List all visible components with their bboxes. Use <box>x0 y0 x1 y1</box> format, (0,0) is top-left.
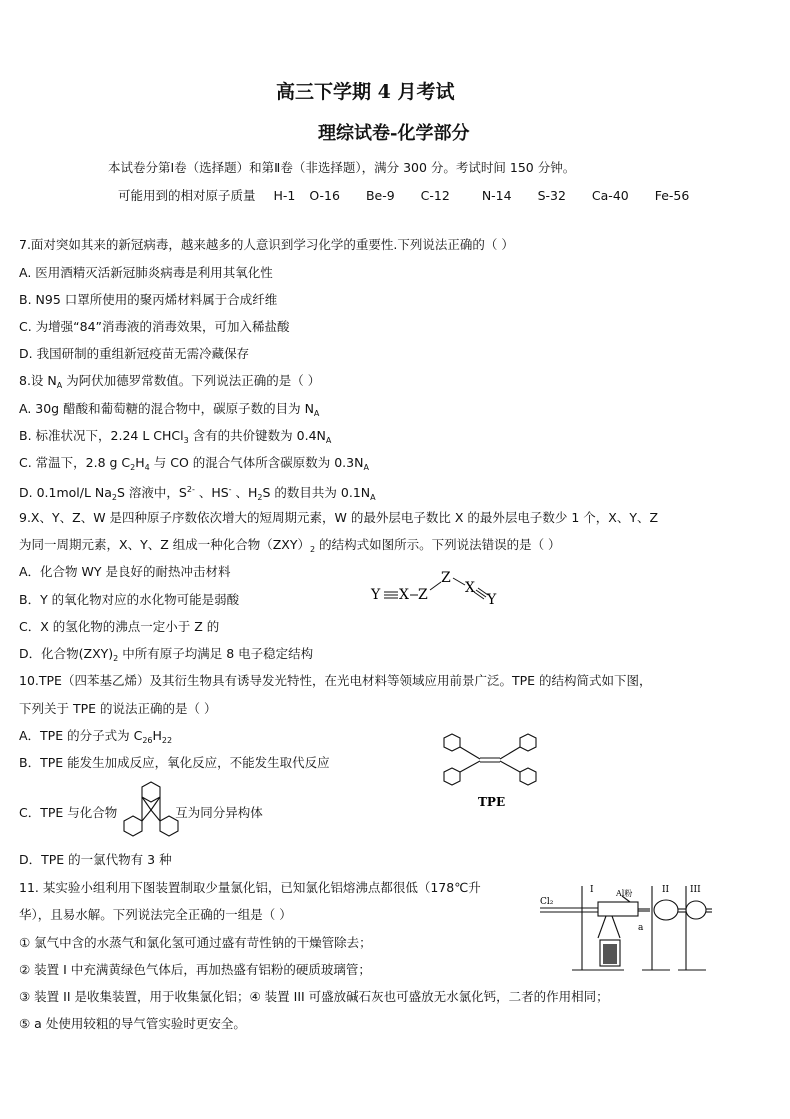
q9-option-d: D．化合物$(ZXY)_2$ 中所有原子均满足 8 电子稳定结构 <box>19 646 314 663</box>
atomic-mass: C-12 <box>420 188 450 203</box>
atomic-masses <box>118 186 699 204</box>
atomic-mass: S-32 <box>537 188 566 203</box>
q9-option-c: C．X 的氢化物的沸点一定小于 Z 的 <box>19 619 220 634</box>
atomic-mass: Be-9 <box>365 188 395 203</box>
q9-stem-line1: 9.X、Y、Z、W 是四种原子序数依次增大的短周期元素，W 的最外层电子数比 X 的最外层电子数少 1 个，X、Y、Z <box>19 510 659 525</box>
q11-stem-line2: 华），且易水解。下列说法完全正确的一组是（ ） <box>19 907 292 922</box>
q10-option-a: A．TPE 的分子式为 $C_{26}H_{22}$ <box>19 728 173 745</box>
atom-y: Y <box>487 592 497 608</box>
q10-stem-line1: 10.TPE（四苯基乙烯）及其衍生物具有诱导发光特性，在光电材料等领域应用前景广泛。TPE 的结构简式如下图， <box>19 673 652 688</box>
q11-stem-line1: 11. 某实验小组利用下图装置制取少量氯化铝，已知氯化铝熔沸点都很低（178℃升 <box>19 880 481 895</box>
q9-stem-line2: 为同一周期元素，X、Y、Z 组成一种化合物$(ZXY)_2$ 的结构式如图所示。下列说法错误的是（ ） <box>19 537 561 554</box>
isomer-compound-diagram <box>120 778 182 844</box>
tpe-structure-diagram <box>436 728 548 812</box>
atom-x: X <box>465 580 475 596</box>
apparatus-label-2: II <box>662 885 670 895</box>
atomic-mass: Ca-40 <box>591 188 629 203</box>
atom-z: Z <box>441 570 451 586</box>
q7-stem: 7.面对突如其来的新冠病毒，越来越多的人意识到学习化学的重要性.下列说法正确的（ ） <box>19 237 514 252</box>
apparatus-label-1: I <box>590 885 594 895</box>
q8-option-d: D. 0.1mol/L $Na_2S$ 溶液中，$S^{2-}$ 、HS- 、$H_2S$ 的数目共为 $0.1N_A$ <box>19 485 376 502</box>
tpe-label: TPE <box>478 795 506 809</box>
q7-option-b: B. N95 口罩所使用的聚丙烯材料属于合成纤维 <box>19 292 278 307</box>
atom-x: X <box>399 587 409 603</box>
q10-stem-line2: 下列关于 TPE 的说法正确的是（ ） <box>19 701 217 716</box>
q11-statement-3-4: ③ 装置 II 是收集装置，用于收集氯化铝；④ 装置 III 可盛放碱石灰也可盛放无水氯化钙，二者的作用相同； <box>19 989 609 1004</box>
point-a-label: a <box>638 923 644 933</box>
q9-option-a: A．化合物 WY 是良好的耐热冲击材料 <box>19 564 231 579</box>
apparatus-diagram <box>540 878 712 978</box>
atomic-mass: O-16 <box>309 188 340 203</box>
atomic-mass: N-14 <box>481 188 512 203</box>
q11-statement-5: ⑤ a 处使用较粗的导气管实验时更安全。 <box>19 1016 246 1031</box>
atomic-mass: H-1 <box>273 188 296 203</box>
q11-statement-2: ② 装置 I 中充满黄绿色气体后，再加热盛有铝粉的硬质玻璃管； <box>19 962 371 977</box>
q10-option-b: B．TPE 能发生加成反应，氧化反应，不能发生取代反应 <box>19 755 330 770</box>
q11-statement-1: ① 氯气中含的水蒸气和氯化氢可通过盛有苛性钠的干燥管除去； <box>19 935 372 950</box>
atomic-masses-label: 可能用到的相对原子质量 <box>118 188 256 203</box>
chlorine-label: Cl₂ <box>540 897 554 907</box>
q10-option-c: C．TPE 与化合物 互为同分异构体 <box>19 805 263 820</box>
q8-option-b: B. 标准状况下，2.24 L CHCl$_3$ 含有的共价键数为 $0.4N_A$ <box>19 428 332 445</box>
q8-stem: 8.设 $N_A$ 为阿伏加德罗常数值。下列说法正确的是（ ） <box>19 373 321 390</box>
q8-option-a: A. 30g 醋酸和葡萄糖的混合物中，碳原子数的目为 $N_A$ <box>19 401 320 418</box>
q8-option-c: C. 常温下，2.8 g $C_2H_4$ 与 CO 的混合气体所含碳原数为 $0.3N_A$ <box>19 455 369 472</box>
zxy2-structure-diagram <box>368 568 518 608</box>
page-title: 高三下学期 4 月考试 <box>276 81 455 103</box>
q7-option-c: C. 为增强“84”消毒液的消毒效果，可加入稀盐酸 <box>19 319 290 334</box>
apparatus-label-3: III <box>690 885 701 895</box>
atomic-mass: Fe-56 <box>654 188 690 203</box>
aluminum-powder-label: Al粉 <box>616 889 633 898</box>
atom-z: Z <box>418 587 428 603</box>
exam-intro: 本试卷分第Ⅰ卷（选择题）和第Ⅱ卷（非选择题），满分 300 分。考试时间 150 分钟。 <box>108 160 576 175</box>
q10-option-d: D．TPE 的一氯代物有 3 种 <box>19 852 172 867</box>
q9-option-b: B．Y 的氧化物对应的水化物可能是弱酸 <box>19 592 240 607</box>
atom-y: Y <box>371 587 381 603</box>
q7-option-d: D. 我国研制的重组新冠疫苗无需冷藏保存 <box>19 346 250 361</box>
q7-option-a: A. 医用酒精灭活新冠肺炎病毒是利用其氧化性 <box>19 265 273 280</box>
page-subtitle: 理综试卷-化学部分 <box>318 123 470 144</box>
